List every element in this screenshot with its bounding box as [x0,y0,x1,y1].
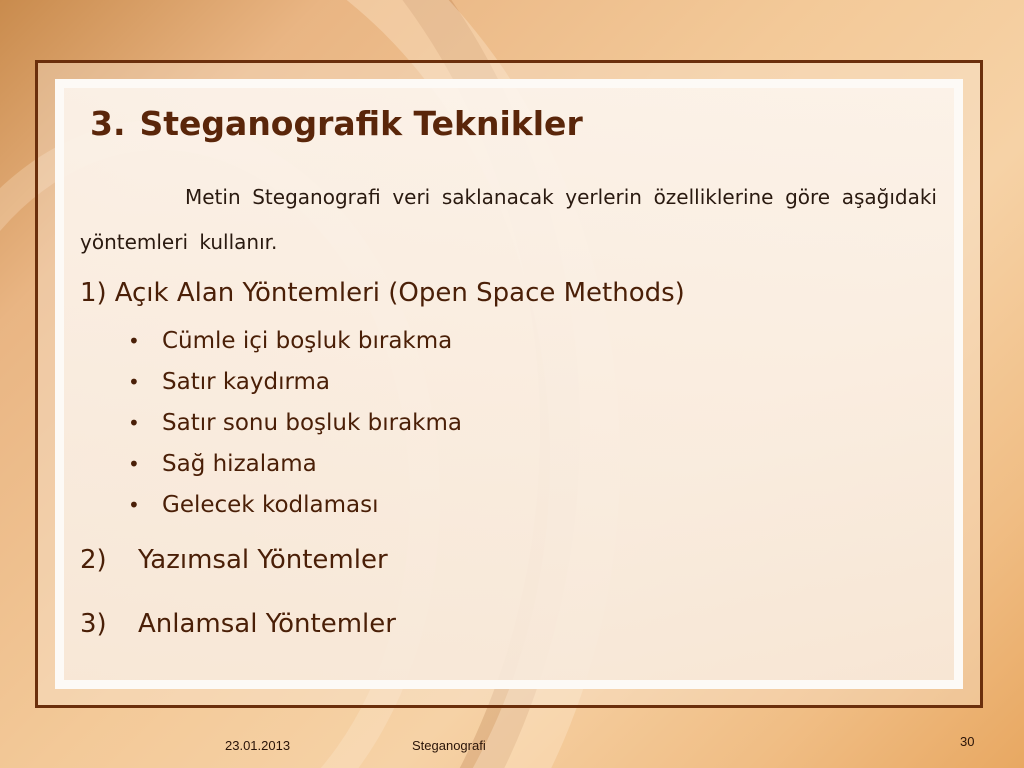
method-label: Yazımsal Yöntemler [138,545,388,575]
bullet-icon: • [128,452,140,476]
method-label: Anlamsal Yöntemler [138,609,396,639]
bullet-icon: • [128,493,140,517]
method-item-semantic [80,609,396,639]
slide-title-text: Steganografik Teknikler [139,104,583,143]
bullet-text: Cümle içi boşluk bırakma [162,328,453,354]
open-space-bullet-list [128,328,462,533]
bullet-item [128,410,462,451]
bullet-text: Sağ hizalama [162,451,317,477]
bullet-item [128,369,462,410]
bullet-icon: • [128,329,140,353]
bullet-icon: • [128,411,140,435]
method-label: Açık Alan Yöntemleri (Open Space Methods) [114,278,685,308]
method-item-typographic [80,545,388,575]
footer-title: Steganografi [412,738,486,753]
footer-page-number: 30 [960,734,975,749]
slide-title [90,104,583,143]
method-number: 1) [80,278,107,308]
method-number: 2) [80,545,107,575]
footer-date: 23.01.2013 [225,738,291,753]
bullet-icon: • [128,370,140,394]
method-item-open-space [80,278,685,308]
slide-title-number: 3. [90,104,126,143]
bullet-item [128,451,462,492]
bullet-text: Satır kaydırma [162,369,331,395]
bullet-text: Gelecek kodlaması [162,492,379,518]
bullet-item [128,328,462,369]
method-number: 3) [80,609,107,639]
intro-paragraph: Metin Steganografi veri saklanacak yerlerin özelliklerine göre aşağıdaki yöntemleri kullanır. [80,185,937,254]
bullet-text: Satır sonu boşluk bırakma [162,410,462,436]
bullet-item [128,492,462,533]
